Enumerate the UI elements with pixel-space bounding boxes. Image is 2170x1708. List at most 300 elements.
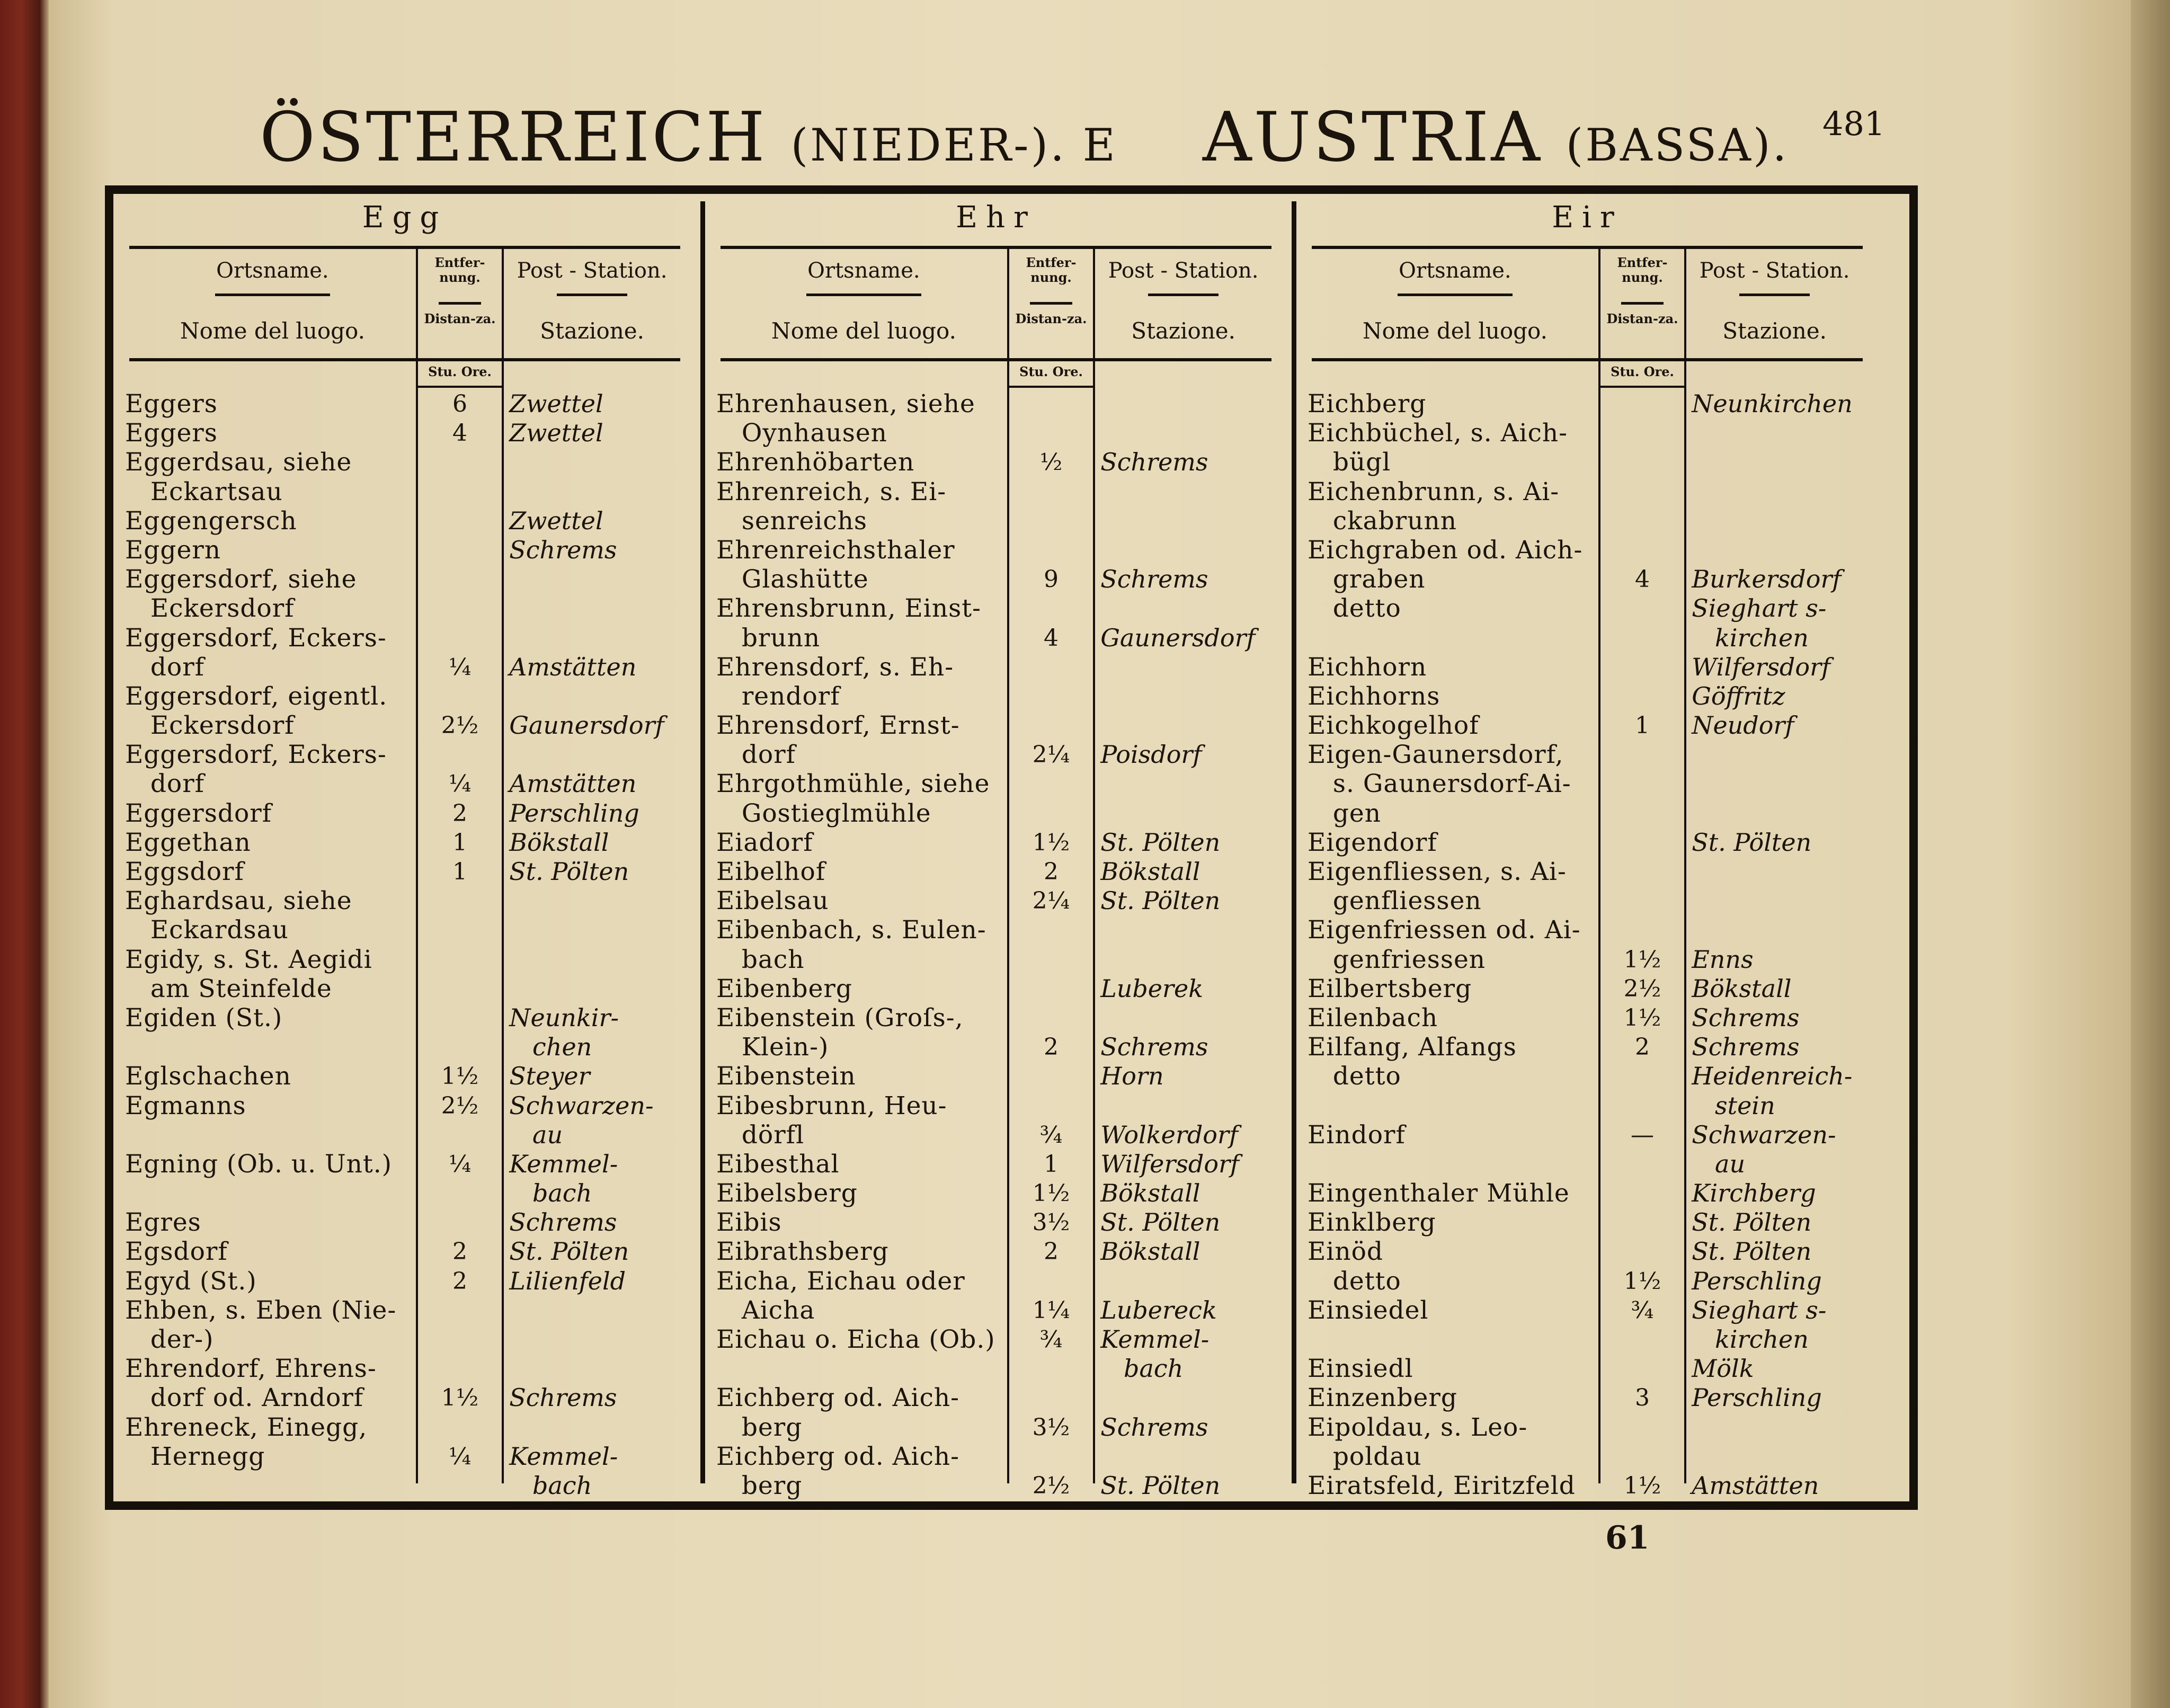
table-row	[705, 1267, 1287, 1296]
distance: 2½	[1032, 1472, 1070, 1499]
post-station: Schrems	[1100, 448, 1208, 477]
header-station-de: Post - Station.	[1699, 259, 1850, 283]
place-name: Eichhorns	[1308, 681, 1440, 711]
header-distance	[1598, 249, 1686, 358]
place-name: s. Gaunersdorf-Ai-	[1308, 769, 1571, 799]
table-row	[113, 1120, 696, 1150]
post-station: Perschling	[1692, 1383, 1822, 1412]
place-name: senreichs	[716, 506, 868, 536]
distance: 1½	[441, 1063, 479, 1090]
header-name	[1312, 249, 1598, 358]
distance: 1¼	[1032, 1296, 1070, 1324]
place-name: Eggersdorf, Eckers-	[125, 623, 387, 653]
post-station: Heidenreich-	[1692, 1062, 1853, 1091]
post-station: Gaunersdorf	[509, 711, 664, 740]
distance: 4	[452, 420, 467, 447]
place-name: Eibenstein (Groſs-,	[716, 1003, 964, 1033]
table-row	[1296, 915, 1879, 945]
place-name: Ehben, s. Eben (Nie-	[125, 1295, 397, 1325]
header-station-it: Stazione.	[1131, 318, 1235, 344]
post-station: Amstätten	[509, 769, 637, 798]
place-name: genfriessen	[1308, 945, 1486, 974]
table-row	[113, 477, 696, 506]
place-name: Eigenfriessen od. Ai-	[1308, 915, 1581, 945]
post-station: Schrems	[509, 1208, 617, 1237]
table-row	[113, 536, 696, 565]
place-name: Eggsdorf	[125, 857, 244, 886]
post-station: Lubereck	[1100, 1295, 1217, 1324]
table-row	[113, 1091, 696, 1120]
place-name: Ehrgothmühle, siehe	[716, 769, 990, 799]
distance: 1½	[1623, 1472, 1661, 1499]
post-station: Neudorf	[1692, 711, 1794, 740]
place-name: Eilfang, Alfangs	[1308, 1033, 1517, 1062]
table-row	[705, 915, 1287, 945]
table-row	[113, 1267, 696, 1296]
header-name-de: Ortsname.	[216, 259, 329, 283]
header-name-it: Nome del luogo.	[771, 318, 956, 344]
post-station: Neunkir-	[509, 1003, 619, 1032]
place-name: Eglschachen	[125, 1062, 291, 1091]
distance: 2¼	[1032, 741, 1070, 769]
distance: 2	[1043, 1034, 1059, 1061]
table-row	[705, 1296, 1287, 1325]
distance: 4	[1043, 624, 1059, 652]
post-station: Bökstall	[1100, 857, 1200, 886]
table-row	[1296, 857, 1879, 886]
place-name: der-)	[125, 1325, 214, 1354]
column-subheader	[129, 246, 680, 361]
place-name: graben	[1308, 565, 1426, 594]
post-station: St. Pölten	[1100, 886, 1221, 915]
place-name: Eichbüchel, s. Aich-	[1308, 419, 1568, 448]
post-station: Steyer	[509, 1062, 590, 1091]
post-station: Schrems	[1100, 1033, 1208, 1062]
header-dist-de: Entfer-nung.	[1617, 255, 1668, 285]
table-row	[1296, 448, 1879, 477]
table-row	[1296, 1120, 1879, 1150]
table-row	[113, 740, 696, 769]
place-name: Ehrenreich, s. Ei-	[716, 477, 947, 506]
place-name: detto	[1308, 1266, 1401, 1296]
table-row	[705, 886, 1287, 915]
distance: ¾	[1039, 1326, 1063, 1353]
table-row	[1296, 1062, 1879, 1091]
place-name: Egsdorf	[125, 1237, 228, 1267]
table-row	[113, 1296, 696, 1325]
unit-label: Stu. Ore.	[416, 361, 504, 388]
distance: 1½	[1623, 1004, 1661, 1031]
header-name	[129, 249, 416, 358]
table-row	[113, 653, 696, 682]
header-dist-it: Distan-za.	[424, 311, 496, 326]
table-row	[113, 1325, 696, 1354]
place-name: Eibis	[716, 1208, 782, 1238]
place-name: Eibrathsberg	[716, 1237, 889, 1267]
distance: 2¼	[1032, 887, 1070, 915]
place-name: Egyd (St.)	[125, 1266, 257, 1296]
place-name: Eibenstein	[716, 1062, 856, 1091]
table-row	[705, 389, 1287, 419]
distance: ¼	[448, 653, 472, 681]
distance: 1½	[1032, 829, 1070, 856]
post-station: Bökstall	[509, 828, 609, 857]
post-station: Wilfersdorf	[1692, 652, 1831, 681]
table-row	[113, 1471, 696, 1500]
place-name: Eichenbrunn, s. Ai-	[1308, 477, 1560, 506]
post-station: Kirchberg	[1692, 1179, 1816, 1208]
header-station-it: Stazione.	[540, 318, 644, 344]
table-row	[1296, 799, 1879, 828]
post-station: Zwettel	[509, 389, 603, 418]
place-name: gen	[1308, 798, 1381, 828]
table-row	[705, 1150, 1287, 1179]
place-name: Eghardsau, siehe	[125, 886, 352, 916]
post-station: Bökstall	[1100, 1179, 1200, 1208]
table-row	[113, 419, 696, 448]
post-station: Poisdorf	[1100, 740, 1202, 769]
place-name: Eggersdorf, siehe	[125, 565, 357, 594]
place-name: Eichkogelhof	[1308, 711, 1479, 741]
place-name: Eilbertsberg	[1308, 974, 1472, 1003]
place-name: Eggengersch	[125, 506, 297, 536]
distance: —	[1630, 1121, 1654, 1149]
table-row	[1296, 974, 1879, 1003]
post-station: kirchen	[1692, 623, 1809, 652]
header-dist-it: Distan-za.	[1606, 311, 1678, 326]
post-station: Luberek	[1100, 974, 1204, 1003]
place-name: berg	[716, 1471, 803, 1500]
post-station: Perschling	[509, 798, 639, 828]
post-station: St. Pölten	[509, 1237, 629, 1266]
post-station: St. Pölten	[1692, 1208, 1812, 1237]
post-station: St. Pölten	[509, 857, 629, 886]
table-row	[705, 565, 1287, 594]
header-rule	[215, 293, 330, 296]
place-name: Eichberg od. Aich-	[716, 1383, 960, 1413]
header-rule	[1621, 302, 1663, 305]
table-row	[113, 945, 696, 974]
post-station: kirchen	[1692, 1325, 1809, 1354]
header-rule	[1030, 302, 1072, 305]
table-row	[1296, 653, 1879, 682]
place-name: Ehrensdorf, Ernst-	[716, 711, 960, 741]
header-station-de: Post - Station.	[517, 259, 668, 283]
place-name: Einsiedel	[1308, 1295, 1429, 1325]
table-row	[1296, 1091, 1879, 1120]
place-name: Eibesbrunn, Heu-	[716, 1091, 947, 1120]
header-rule	[1148, 293, 1219, 296]
table-row	[113, 1413, 696, 1442]
title-german-main: ÖSTERREICH	[260, 98, 767, 177]
post-station: St. Pölten	[1100, 1208, 1221, 1237]
column-egg	[113, 200, 696, 1500]
table-row	[705, 974, 1287, 1003]
title-italian	[1203, 98, 1789, 177]
table-row	[1296, 740, 1879, 769]
column-subheader	[721, 246, 1271, 361]
table-row	[705, 1091, 1287, 1120]
table-row	[1296, 711, 1879, 740]
table-row	[705, 594, 1287, 623]
post-station: bach	[1100, 1354, 1184, 1383]
place-name: Ehrenreichsthaler	[716, 535, 955, 565]
place-name: Eiadorf	[716, 828, 813, 857]
distance: 1	[1634, 712, 1650, 740]
entry-list	[1296, 389, 1879, 1500]
title-italian-main: AUSTRIA	[1203, 98, 1542, 177]
table-row	[705, 1413, 1287, 1442]
place-name: bach	[716, 945, 805, 974]
column-heading: Egg	[362, 200, 448, 235]
column-heading: Eir	[1552, 200, 1623, 235]
place-name: Egiden (St.)	[125, 1003, 283, 1033]
post-station: Schwarzen-	[509, 1091, 654, 1120]
place-name: Eigendorf	[1308, 828, 1437, 857]
table-row	[113, 1179, 696, 1208]
table-row	[705, 1471, 1287, 1500]
place-name: Glashütte	[716, 565, 869, 594]
post-station: St. Pölten	[1100, 1471, 1221, 1500]
distance: 2½	[441, 1092, 479, 1119]
table-row	[113, 624, 696, 653]
distance: 3	[1634, 1384, 1650, 1412]
place-name: genfliessen	[1308, 886, 1482, 916]
distance: ½	[1039, 449, 1063, 476]
table-row	[113, 1150, 696, 1179]
unit-label: Stu. Ore.	[1598, 361, 1686, 388]
place-name: Ehrensdorf, s. Eh-	[716, 652, 954, 682]
place-name: Eckersdorf	[125, 594, 295, 624]
table-row	[113, 506, 696, 536]
place-name: Eibenbach, s. Eulen-	[716, 915, 986, 945]
table-row	[113, 1062, 696, 1091]
page-edge	[2131, 0, 2170, 1708]
table-row	[705, 1208, 1287, 1237]
place-name: dorf od. Arndorf	[125, 1383, 364, 1413]
place-name: dorf	[125, 769, 205, 799]
entry-list	[113, 389, 696, 1500]
column-eir	[1296, 200, 1879, 1500]
header-dist-de: Entfer-nung.	[1026, 255, 1077, 285]
table-row	[113, 682, 696, 711]
table-row	[705, 1383, 1287, 1412]
place-name: poldau	[1308, 1442, 1422, 1471]
post-station: Neunkirchen	[1692, 389, 1853, 418]
distance: 2	[452, 1267, 467, 1295]
header-station-de: Post - Station.	[1108, 259, 1259, 283]
place-name: Eigen-Gaunersdorf,	[1308, 740, 1564, 770]
table-row	[705, 1003, 1287, 1033]
post-station: St. Pölten	[1692, 828, 1812, 857]
place-name: Gostieglmühle	[716, 798, 931, 828]
table-row	[113, 857, 696, 886]
post-station: Perschling	[1692, 1266, 1822, 1295]
table-row	[705, 1062, 1287, 1091]
place-name: Eibelsberg	[716, 1179, 858, 1208]
post-station: Zwettel	[509, 506, 603, 535]
distance: 1	[1043, 1150, 1059, 1178]
distance: 2½	[441, 712, 479, 740]
place-name: Eckardsau	[125, 915, 289, 945]
place-name: Eggersdorf	[125, 798, 272, 828]
place-name: Oynhausen	[716, 419, 887, 448]
place-name: Eggerdsau, siehe	[125, 448, 352, 477]
header-distance	[416, 249, 504, 358]
distance: ¾	[1039, 1121, 1063, 1149]
place-name: dörfl	[716, 1120, 805, 1150]
post-station: Göffritz	[1692, 681, 1785, 710]
place-name: Eichberg od. Aich-	[716, 1442, 960, 1471]
table-row	[1296, 1471, 1879, 1500]
place-name: Eiratsfeld, Eiritzfeld	[1308, 1471, 1576, 1500]
table-row	[705, 945, 1287, 974]
place-name: dorf	[716, 740, 796, 770]
table-row	[705, 1442, 1287, 1471]
post-station: Wilfersdorf	[1100, 1149, 1240, 1178]
table-row	[705, 624, 1287, 653]
place-name: Aicha	[716, 1295, 815, 1325]
post-station: au	[1692, 1149, 1746, 1178]
table-row	[1296, 594, 1879, 623]
table-row	[705, 682, 1287, 711]
column-ehr	[705, 200, 1287, 1500]
distance: ¼	[448, 1150, 472, 1178]
post-station: Enns	[1692, 945, 1754, 974]
table-row	[113, 915, 696, 945]
table-row	[113, 886, 696, 915]
post-station: Kemmel-	[509, 1149, 618, 1178]
title-italian-paren: (BASSA).	[1566, 119, 1789, 171]
table-row	[113, 1442, 696, 1471]
post-station: Zwettel	[509, 419, 603, 448]
place-name: Hernegg	[125, 1442, 265, 1471]
table-row	[1296, 419, 1879, 448]
distance: 2	[1634, 1034, 1650, 1061]
table-row	[1296, 1033, 1879, 1062]
header-station-it: Stazione.	[1722, 318, 1827, 344]
signature-mark: 61	[1605, 1519, 1650, 1556]
place-name: Eingenthaler Mühle	[1308, 1179, 1570, 1208]
post-station: Kemmel-	[1100, 1325, 1209, 1354]
place-name: Einöd	[1308, 1237, 1383, 1267]
post-station: Gaunersdorf	[1100, 623, 1256, 652]
distance: 1½	[1623, 946, 1661, 973]
header-dist-it: Distan-za.	[1015, 311, 1087, 326]
place-name: Eggers	[125, 389, 218, 419]
table-row	[705, 477, 1287, 506]
post-station: Sieghart s-	[1692, 1295, 1827, 1324]
table-row	[1296, 1267, 1879, 1296]
post-station: Wolkerdorf	[1100, 1120, 1238, 1149]
place-name: Ehreneck, Einegg,	[125, 1412, 368, 1442]
place-name: Eckartsau	[125, 477, 283, 506]
table-row	[705, 828, 1287, 857]
place-name: Egres	[125, 1208, 201, 1238]
header-name-it: Nome del luogo.	[1362, 318, 1548, 344]
table-row	[705, 1354, 1287, 1383]
table-row	[1296, 1296, 1879, 1325]
table-row	[113, 448, 696, 477]
place-name: Ehrenhausen, siehe	[716, 389, 975, 419]
place-name: Eichgraben od. Aich-	[1308, 535, 1583, 565]
distance: 3½	[1032, 1413, 1070, 1441]
post-station: Amstätten	[1692, 1471, 1819, 1500]
table-row	[705, 1033, 1287, 1062]
place-name: Eipoldau, s. Leo-	[1308, 1412, 1528, 1442]
distance: 1	[452, 858, 467, 885]
table-row	[705, 857, 1287, 886]
table-row	[1296, 828, 1879, 857]
distance: 2	[1043, 858, 1059, 885]
table-row	[1296, 1003, 1879, 1033]
header-name-de: Ortsname.	[1399, 259, 1511, 283]
place-name: Eggersdorf, Eckers-	[125, 740, 387, 770]
place-name: Eggersdorf, eigentl.	[125, 681, 388, 711]
place-name: Eggern	[125, 535, 221, 565]
distance: 9	[1043, 566, 1059, 593]
table-row	[113, 389, 696, 419]
table-row	[705, 1325, 1287, 1354]
table-row	[113, 769, 696, 798]
header-station	[1095, 249, 1271, 358]
place-name: Eigenfliessen, s. Ai-	[1308, 857, 1567, 886]
post-station: Burkersdorf	[1692, 565, 1842, 594]
post-station: Schrems	[509, 535, 617, 564]
table-row	[113, 565, 696, 594]
distance: 2	[1043, 1238, 1059, 1266]
table-row	[705, 1179, 1287, 1208]
header-rule	[1398, 293, 1512, 296]
post-station: chen	[509, 1033, 592, 1062]
distance: ¼	[448, 1443, 472, 1470]
table-row	[1296, 389, 1879, 419]
distance: 4	[1634, 566, 1650, 593]
post-station: Schrems	[1692, 1003, 1800, 1032]
table-row	[1296, 1150, 1879, 1179]
place-name: Einzenberg	[1308, 1383, 1457, 1413]
table-row	[1296, 477, 1879, 506]
unit-label: Stu. Ore.	[1007, 361, 1095, 388]
header-name-it: Nome del luogo.	[180, 318, 365, 344]
place-name: Ehrenhöbarten	[716, 448, 915, 477]
place-name: Eindorf	[1308, 1120, 1406, 1150]
place-name: detto	[1308, 1062, 1401, 1091]
table-row	[1296, 945, 1879, 974]
table-row	[705, 769, 1287, 798]
table-row	[113, 1033, 696, 1062]
post-station: bach	[509, 1471, 592, 1500]
table-row	[1296, 886, 1879, 915]
book-spine	[0, 0, 49, 1708]
place-name: Eichberg	[1308, 389, 1427, 419]
table-row	[705, 1120, 1287, 1150]
header-rule	[439, 302, 481, 305]
place-name: Eckersdorf	[125, 711, 295, 741]
place-name: bügl	[1308, 448, 1391, 477]
distance: 1½	[1623, 1267, 1661, 1295]
header-dist-de: Entfer-nung.	[434, 255, 485, 285]
post-station: Amstätten	[509, 652, 637, 681]
post-station: Schrems	[1100, 565, 1208, 594]
table-row	[1296, 1354, 1879, 1383]
place-name: rendorf	[716, 681, 840, 711]
place-name: Eichau o. Eicha (Ob.)	[716, 1325, 995, 1354]
place-name: Egning (Ob. u. Unt.)	[125, 1149, 393, 1179]
table-row	[113, 974, 696, 1003]
place-name: Eichhorn	[1308, 652, 1427, 682]
entry-list	[705, 389, 1287, 1500]
